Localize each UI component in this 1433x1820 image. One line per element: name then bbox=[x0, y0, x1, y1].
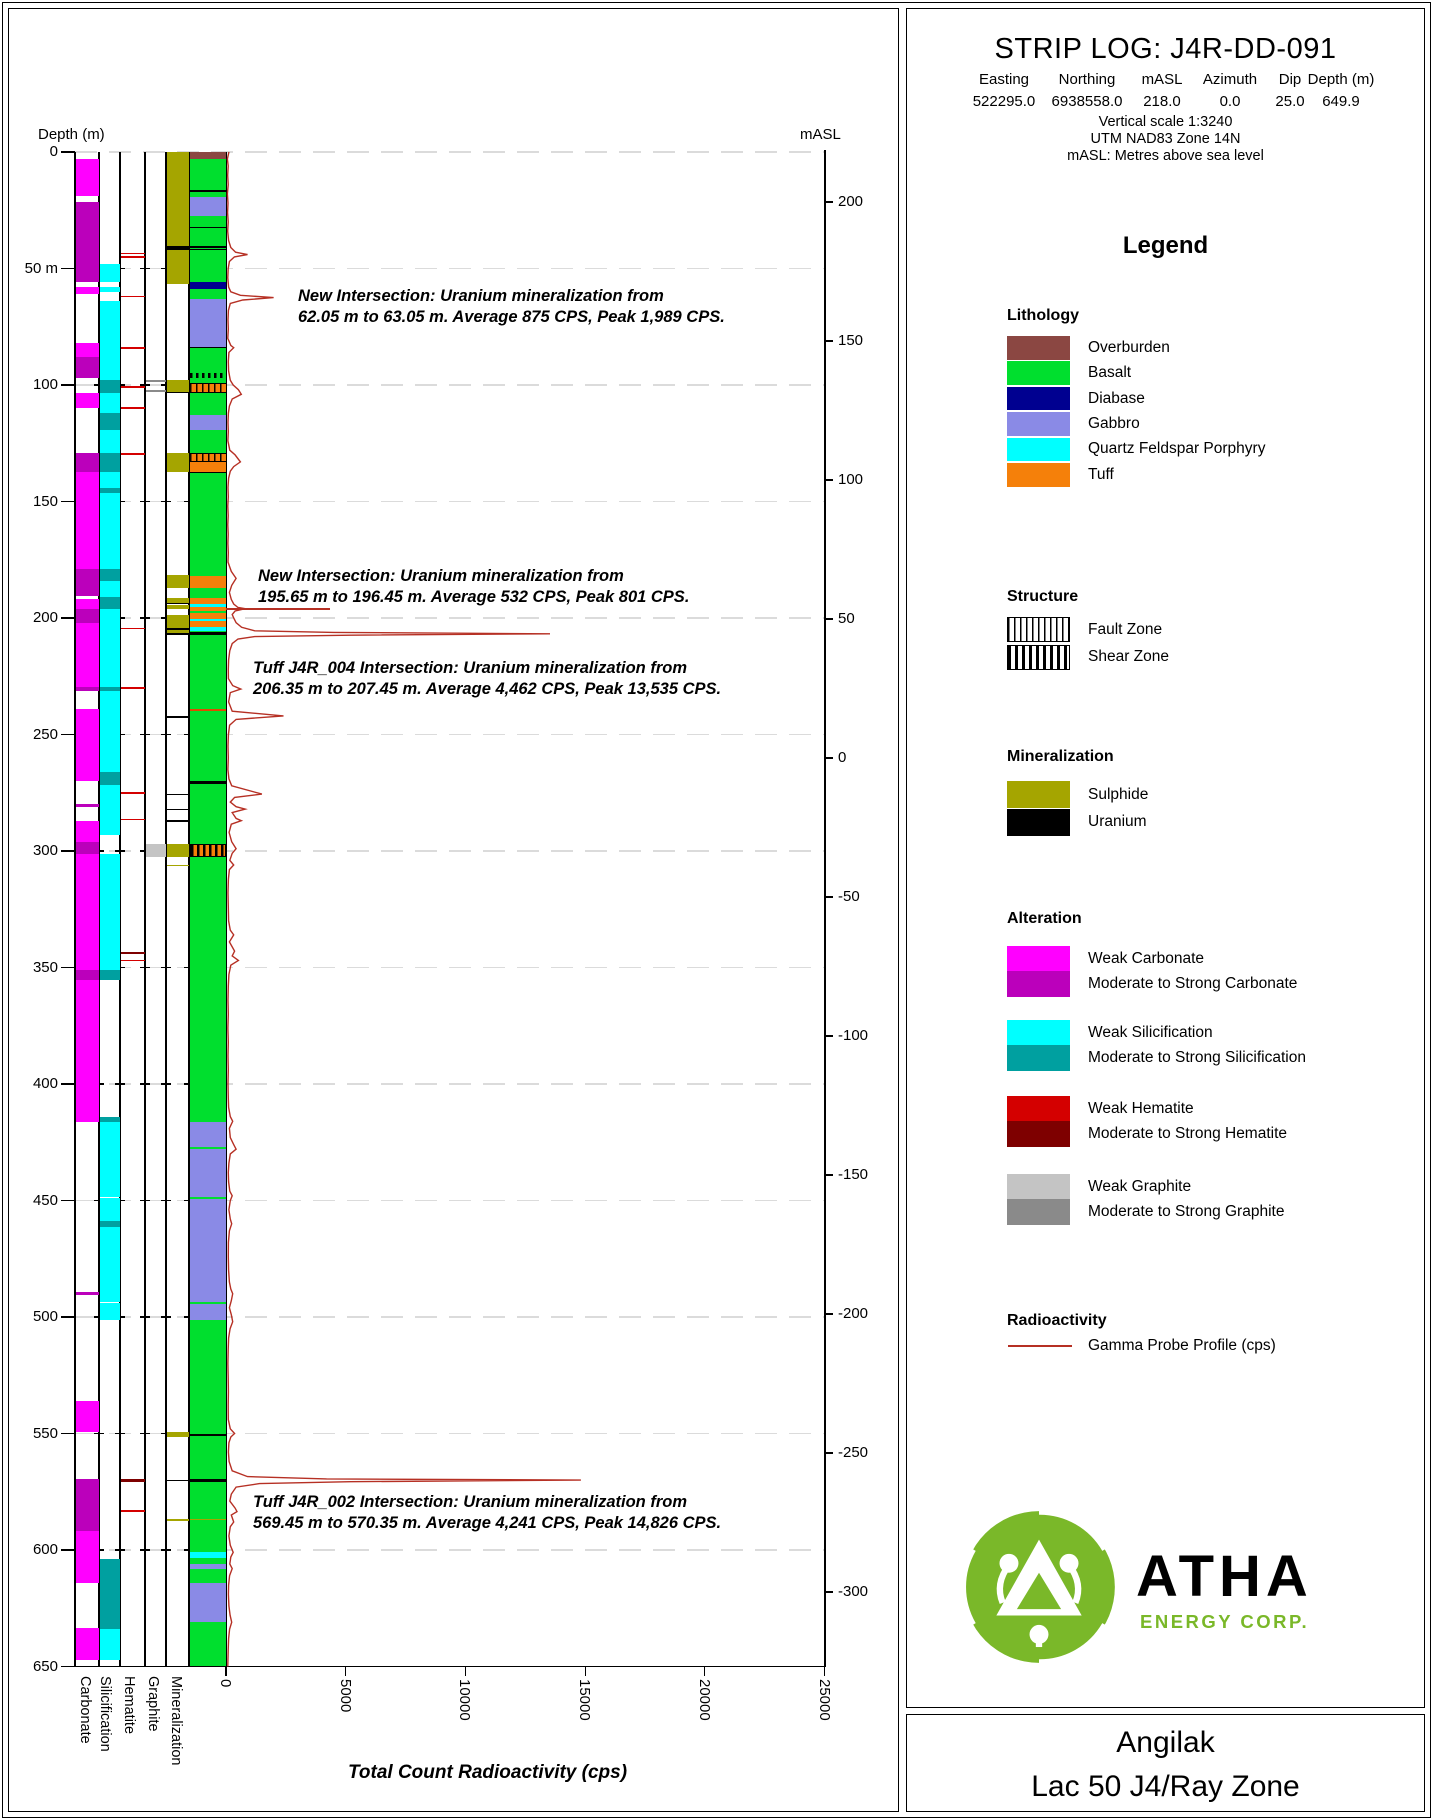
legend-item-label: Gabbro bbox=[1088, 414, 1140, 432]
depth-tick-label: 50 m bbox=[24, 259, 58, 277]
annotation-line: 206.35 m to 207.45 m. Average 4,462 CPS, Peak 13,535 CPS. bbox=[253, 680, 722, 698]
legend-swatch bbox=[1007, 617, 1070, 642]
legend-swatch bbox=[1007, 781, 1070, 808]
legend-swatch bbox=[1007, 361, 1070, 385]
depth-tick-label: 0 bbox=[49, 143, 58, 160]
radioactivity-tick-label: 15000 bbox=[576, 1678, 594, 1721]
radioactivity-tick-label: 10000 bbox=[456, 1678, 474, 1721]
page-title: STRIP LOG: J4R-DD-091 bbox=[994, 33, 1337, 65]
atha-wordmark: ATHA bbox=[1136, 1544, 1313, 1609]
depth-tick-label: 600 bbox=[32, 1541, 58, 1558]
masl-tick-label: -300 bbox=[838, 1583, 869, 1600]
legend-swatch bbox=[1007, 438, 1070, 462]
legend-section-heading: Alteration bbox=[1007, 910, 1082, 927]
annotation-line: New Intersection: Uranium mineralization from bbox=[258, 567, 624, 585]
legend-gamma-line-swatch bbox=[1008, 1345, 1072, 1347]
masl-tick-label: -50 bbox=[838, 888, 860, 905]
masl-tick-label: 0 bbox=[838, 749, 847, 766]
annotation-line: Tuff J4R_002 Intersection: Uranium mineralization from bbox=[253, 1493, 687, 1511]
footer-zone: Lac 50 J4/Ray Zone bbox=[1031, 1770, 1300, 1803]
collar-field-value: 218.0 bbox=[1143, 93, 1181, 110]
depth-tick-label: 500 bbox=[32, 1308, 58, 1325]
radioactivity-axis-title: Total Count Radioactivity (cps) bbox=[348, 1762, 628, 1783]
radioactivity-tick-label: 0 bbox=[217, 1678, 234, 1687]
utm-note: UTM NAD83 Zone 14N bbox=[1090, 131, 1241, 147]
legend-item-label: Weak Graphite bbox=[1088, 1178, 1192, 1195]
legend-section-heading: Radioactivity bbox=[1007, 1312, 1107, 1329]
intersection-annotation-1 bbox=[298, 286, 725, 328]
collar-field-label: Easting bbox=[978, 71, 1030, 88]
track-label-silicification: Silicification bbox=[97, 1675, 113, 1752]
legend-item-label: Shear Zone bbox=[1088, 648, 1169, 665]
depth-tick-label: 450 bbox=[32, 1191, 58, 1209]
legend-swatch bbox=[1007, 809, 1070, 836]
legend-item-label: Fault Zone bbox=[1088, 620, 1163, 638]
track-label-carbonate: Carbonate bbox=[77, 1675, 93, 1744]
radioactivity-tick-label: 25000 bbox=[815, 1678, 833, 1721]
masl-note: mASL: Metres above sea level bbox=[1067, 148, 1264, 164]
legend-item-label: Diabase bbox=[1088, 389, 1145, 407]
legend-swatch-weak bbox=[1007, 1020, 1070, 1045]
vertical-scale-note: Vertical scale 1:3240 bbox=[1098, 114, 1233, 130]
annotation-line: 569.45 m to 570.35 m. Average 4,241 CPS, Peak 14,826 CPS. bbox=[253, 1514, 722, 1532]
collar-field-label: mASL bbox=[1141, 71, 1183, 88]
depth-tick-label: 300 bbox=[32, 842, 58, 859]
legend-item-label: Tuff bbox=[1088, 465, 1114, 483]
legend-item-label: Moderate to Strong Graphite bbox=[1088, 1203, 1285, 1220]
atha-logo-icon bbox=[960, 1508, 1118, 1666]
depth-tick-label: 200 bbox=[32, 609, 58, 626]
intersection-annotation-2 bbox=[258, 566, 689, 608]
legend-item-label: Uranium bbox=[1088, 813, 1147, 830]
masl-tick-label: -250 bbox=[838, 1444, 869, 1461]
annotation-line: New Intersection: Uranium mineralization from bbox=[298, 287, 664, 305]
legend-item-label: Moderate to Strong Silicification bbox=[1088, 1049, 1306, 1066]
legend-swatch-weak bbox=[1007, 946, 1070, 971]
legend-swatch bbox=[1007, 412, 1070, 436]
footer-project: Angilak bbox=[1116, 1726, 1215, 1759]
legend-swatch-weak bbox=[1007, 1174, 1070, 1199]
collar-field-value: 6938558.0 bbox=[1051, 93, 1123, 110]
masl-tick-label: -150 bbox=[838, 1166, 869, 1183]
legend-item-label: Weak Hematite bbox=[1088, 1100, 1194, 1117]
legend-swatch-weak bbox=[1007, 1096, 1070, 1121]
collar-field-value: 522295.0 bbox=[972, 93, 1036, 110]
depth-axis-title: Depth (m) bbox=[38, 126, 105, 143]
intersection-annotation-4 bbox=[253, 1492, 721, 1534]
track-label-mineralization: Mineralization bbox=[167, 1675, 184, 1765]
collar-field-label: Depth (m) bbox=[1307, 71, 1375, 88]
collar-field-label: Northing bbox=[1058, 71, 1116, 88]
depth-tick-label: 650 bbox=[32, 1657, 58, 1675]
legend-item-label: Overburden bbox=[1088, 338, 1170, 356]
legend-swatch-strong bbox=[1007, 1121, 1070, 1147]
radioactivity-tick-label: 5000 bbox=[336, 1678, 354, 1712]
radioactivity-tick-label: 20000 bbox=[695, 1678, 713, 1721]
collar-field-label: Azimuth bbox=[1202, 71, 1258, 88]
legend-swatch-strong bbox=[1007, 971, 1070, 997]
masl-axis-title: mASL bbox=[800, 126, 841, 143]
collar-field-label: Dip bbox=[1278, 71, 1302, 88]
masl-tick-label: -200 bbox=[838, 1305, 869, 1322]
legend-item-label: Weak Carbonate bbox=[1088, 950, 1205, 967]
legend-swatch bbox=[1007, 336, 1070, 360]
annotation-line: Tuff J4R_004 Intersection: Uranium mineralization from bbox=[253, 659, 687, 677]
collar-field-value: 25.0 bbox=[1275, 93, 1305, 110]
track-label-graphite: Graphite bbox=[144, 1675, 161, 1732]
masl-tick-label: -100 bbox=[838, 1027, 869, 1044]
legend-item-label: Gamma Probe Profile (cps) bbox=[1088, 1337, 1276, 1354]
legend-title: Legend bbox=[1122, 232, 1209, 259]
legend-swatch bbox=[1007, 463, 1070, 487]
collar-field-value: 649.9 bbox=[1322, 93, 1360, 110]
depth-tick-label: 250 bbox=[32, 725, 58, 743]
collar-field-value: 0.0 bbox=[1219, 93, 1241, 110]
legend-swatch-strong bbox=[1007, 1199, 1070, 1225]
annotation-line: 62.05 m to 63.05 m. Average 875 CPS, Peak 1,989 CPS. bbox=[298, 308, 725, 326]
depth-tick-label: 350 bbox=[32, 958, 58, 976]
masl-tick-label: 100 bbox=[838, 471, 864, 488]
legend-item-label: Basalt bbox=[1088, 364, 1132, 382]
annotation-leader-line bbox=[226, 608, 330, 610]
depth-tick-label: 550 bbox=[32, 1424, 58, 1442]
annotation-line: 195.65 m to 196.45 m. Average 532 CPS, Peak 801 CPS. bbox=[258, 588, 690, 606]
legend-section-heading: Mineralization bbox=[1007, 748, 1114, 765]
legend-section-heading: Lithology bbox=[1007, 307, 1079, 324]
depth-tick-label: 400 bbox=[32, 1075, 58, 1092]
legend-item-label: Quartz Feldspar Porphyry bbox=[1088, 440, 1266, 458]
atha-subtitle: ENERGY CORP. bbox=[1140, 1611, 1310, 1632]
masl-tick-label: 150 bbox=[838, 332, 864, 349]
masl-tick-label: 50 bbox=[838, 610, 855, 627]
intersection-annotation-3 bbox=[253, 658, 721, 700]
track-label-hematite: Hematite bbox=[121, 1675, 137, 1734]
legend-section-heading: Structure bbox=[1007, 588, 1079, 605]
legend-item-label: Sulphide bbox=[1088, 785, 1149, 803]
legend-item-label: Moderate to Strong Carbonate bbox=[1088, 975, 1298, 992]
legend-item-label: Weak Silicification bbox=[1088, 1024, 1213, 1041]
depth-tick-label: 150 bbox=[32, 492, 58, 510]
legend-swatch-strong bbox=[1007, 1045, 1070, 1071]
legend-swatch bbox=[1007, 645, 1070, 670]
legend-item-label: Moderate to Strong Hematite bbox=[1088, 1125, 1288, 1142]
legend-swatch bbox=[1007, 387, 1070, 411]
masl-tick-label: 200 bbox=[838, 193, 864, 210]
depth-tick-label: 100 bbox=[32, 376, 58, 393]
